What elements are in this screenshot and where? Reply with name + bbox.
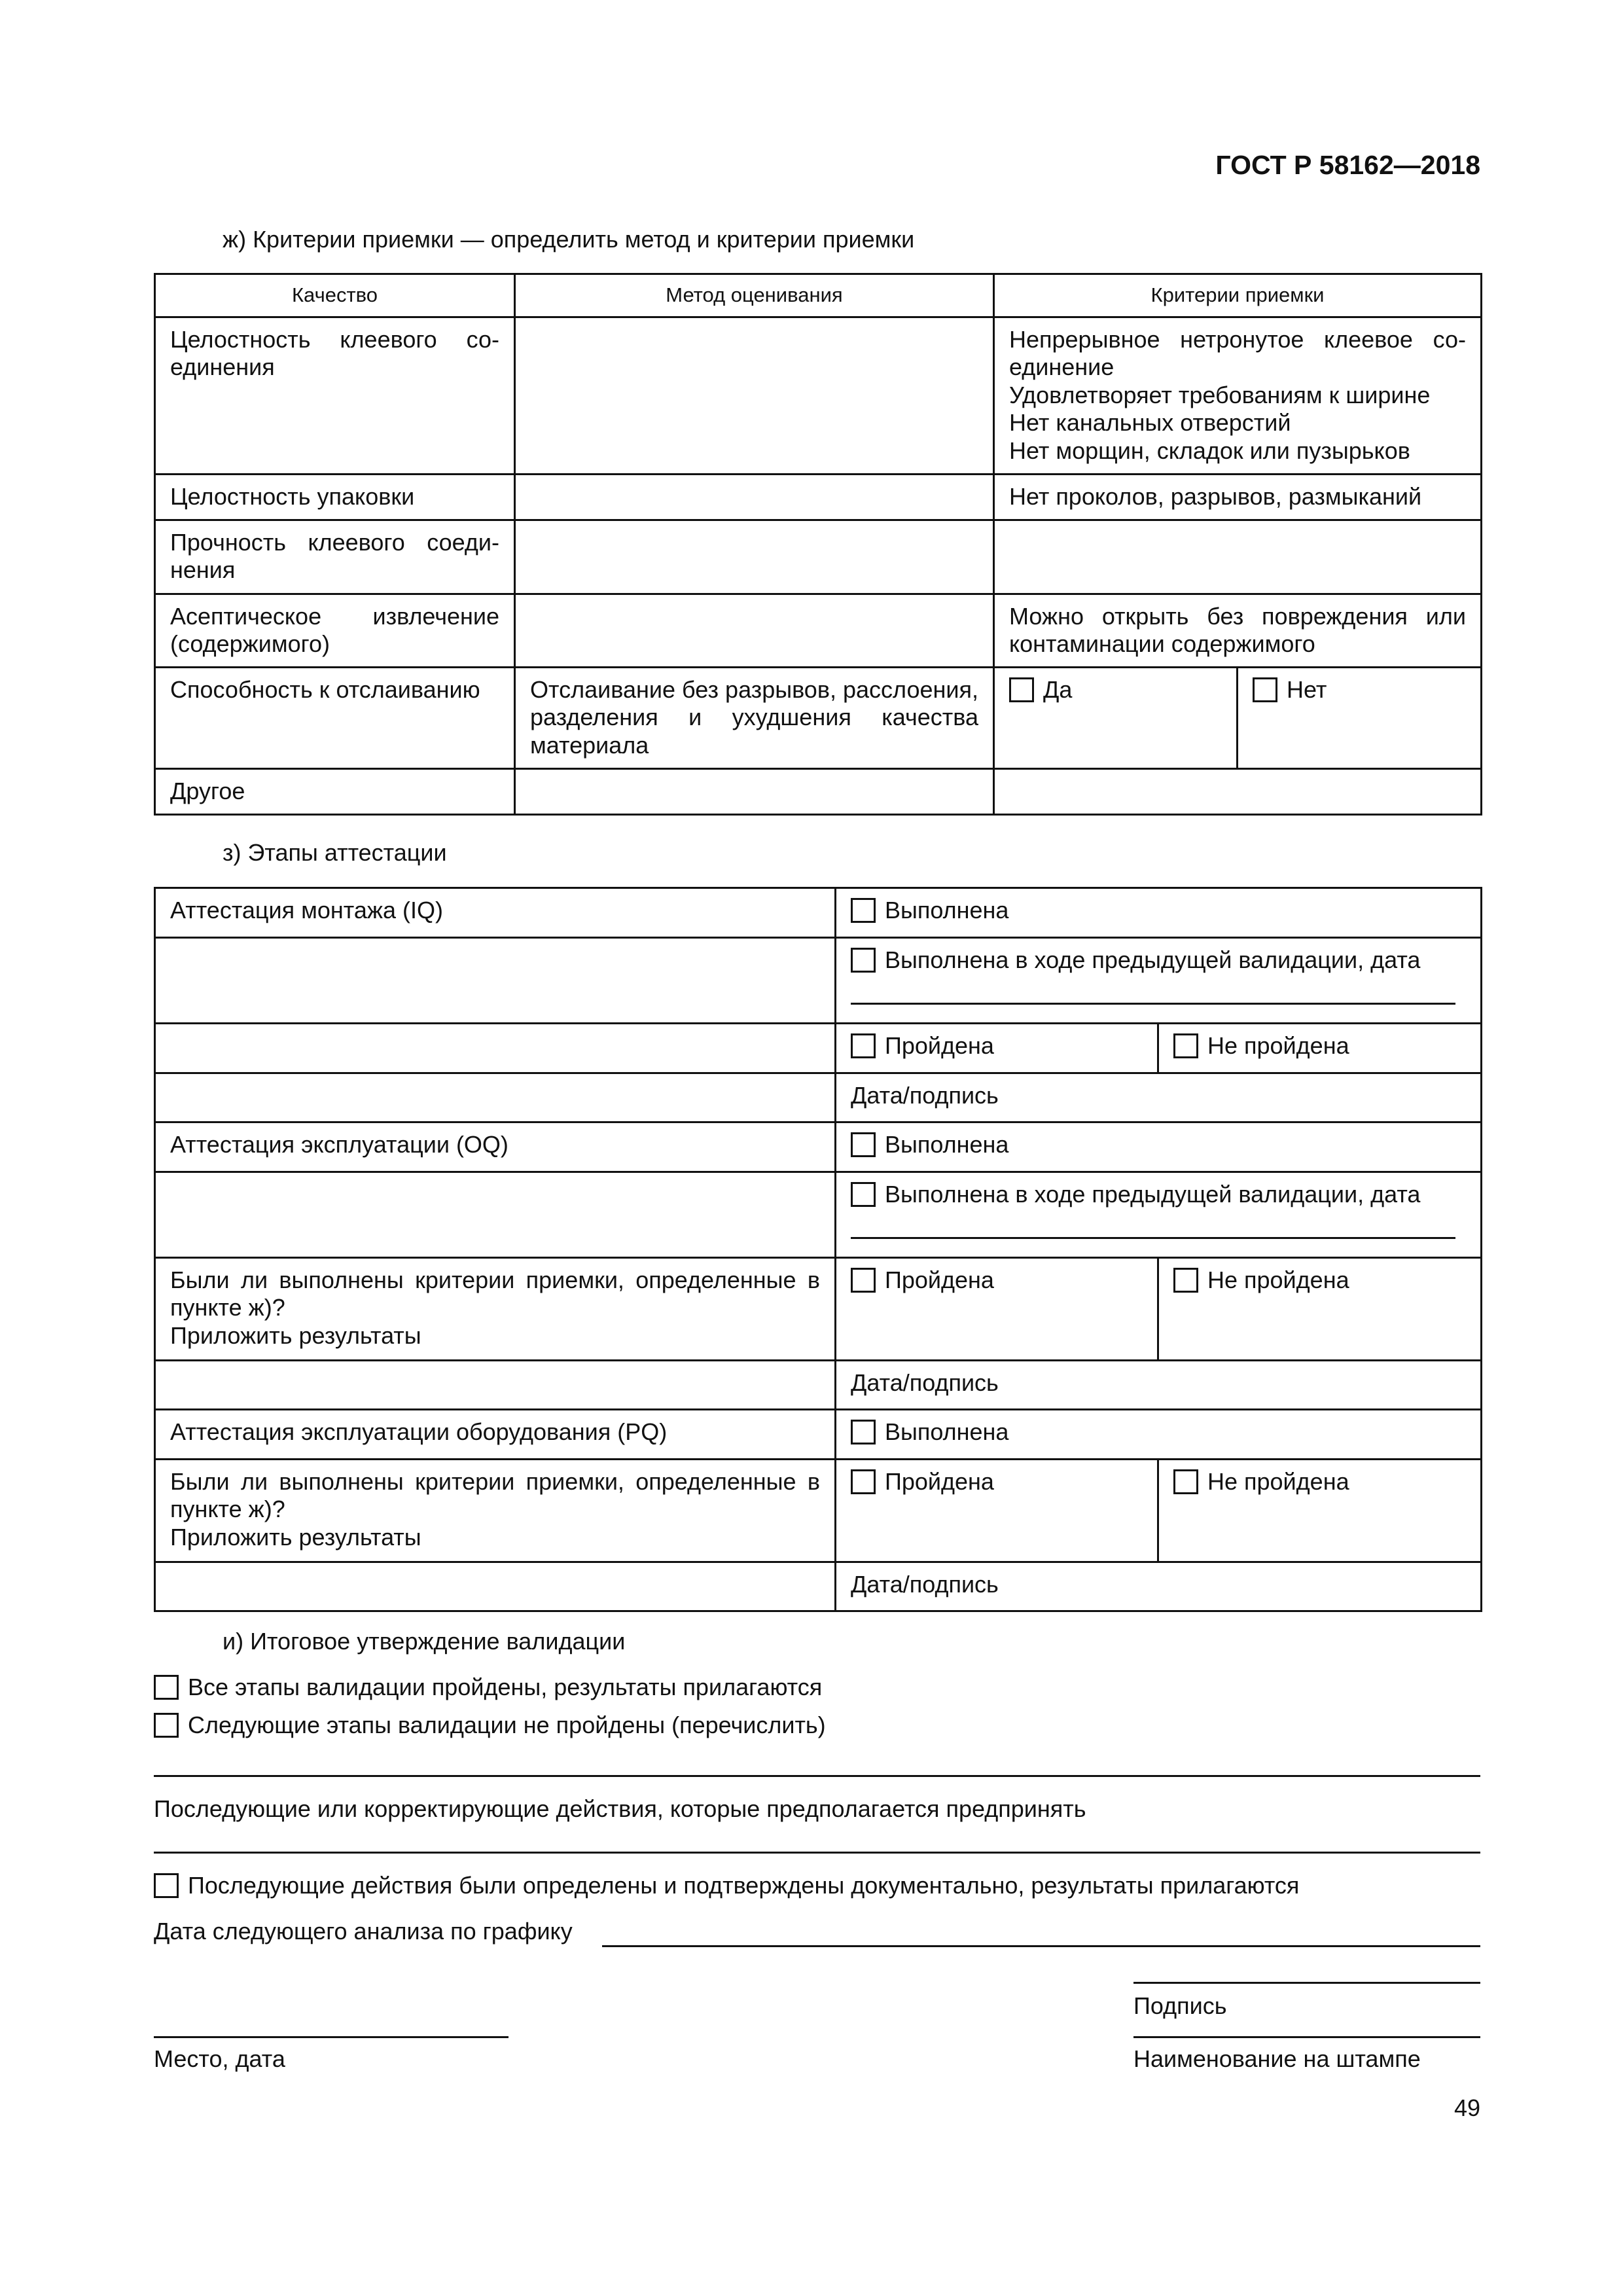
acceptance-criteria-table: [154, 273, 1482, 816]
next-review-label: Дата следующего анализа по графику: [154, 1918, 573, 1945]
table-row: Пройдена Не пройдена: [155, 1024, 1482, 1073]
criteria-cell: Можно открыть без повреждения или контаминации содержимого: [994, 594, 1482, 668]
oq-date-sign: Дата/подпись: [836, 1361, 1482, 1410]
method-cell: [515, 317, 994, 475]
yes-checkbox[interactable]: [1009, 677, 1034, 702]
followup-actions-line[interactable]: [154, 1852, 1480, 1854]
table-row: Были ли выполнены критерии приемки, определенные в пункте ж)? Приложить результаты Пройдена Не пройдена: [155, 1258, 1482, 1361]
method-cell: [515, 594, 994, 668]
section-zh-title: ж) Критерии приемки — определить метод и критерии приемки: [223, 226, 915, 253]
col-method: Метод оценивания: [515, 274, 994, 317]
table-row: [155, 594, 1482, 668]
method-cell: [515, 769, 994, 815]
criteria-cell: [994, 769, 1482, 815]
next-review-line[interactable]: [602, 1945, 1480, 1947]
actions-documented-option[interactable]: Последующие действия были определены и подтверждены документально, результаты прилагаются: [154, 1872, 1299, 1899]
qualification-stages-table: [154, 887, 1482, 1612]
quality-cell: Способность к отслаиванию: [155, 668, 515, 769]
place-date-label: Место, дата: [154, 2045, 285, 2072]
not-passed-list-line[interactable]: [154, 1775, 1480, 1777]
all-passed-checkbox[interactable]: [154, 1675, 179, 1700]
iq-done-previous-checkbox[interactable]: [851, 948, 876, 973]
section-z-title: з) Этапы аттестации: [223, 839, 447, 866]
iq-date-sign: Дата/подпись: [836, 1073, 1482, 1122]
pq-label: Аттестация эксплуатации оборудования (PQ): [155, 1410, 836, 1460]
oq-done-previous-checkbox[interactable]: [851, 1182, 876, 1207]
oq-label: Аттестация эксплуатации (OQ): [155, 1122, 836, 1172]
page-number: 49: [1454, 2094, 1480, 2121]
iq-label: Аттестация монтажа (IQ): [155, 888, 836, 938]
col-criteria: Критерии приемки: [994, 274, 1482, 317]
section-i-title: и) Итоговое утверждение валидации: [223, 1628, 626, 1655]
table-row: Аттестация монтажа (IQ) Выполнена: [155, 888, 1482, 938]
table-row: Аттестация эксплуатации оборудования (PQ) Выполнена: [155, 1410, 1482, 1460]
criteria-cell: Непрерывное нетронутое клеевое соединение Удовлетворяет требованиям к ширине Нет канальных отверстий Нет морщин, складок или пузырьков: [994, 317, 1482, 475]
oq-passed-checkbox[interactable]: [851, 1268, 876, 1293]
followup-actions-label: Последующие или корректирующие действия, которые предполагается предпринять: [154, 1795, 1086, 1822]
stamp-name-label: Наименование на штампе: [1133, 2045, 1421, 2072]
table-row: Выполнена в ходе предыдущей валидации, дата: [155, 938, 1482, 1024]
criteria-cell: Нет проколов, разрывов, размыканий: [994, 475, 1482, 520]
table-row: Были ли выполнены критерии приемки, определенные в пункте ж)? Приложить результаты Пройдена Не пройдена: [155, 1460, 1482, 1562]
col-quality: Качество: [155, 274, 515, 317]
pq-done-checkbox[interactable]: [851, 1420, 876, 1444]
table-row: [155, 769, 1482, 815]
method-cell: [515, 520, 994, 594]
oq-date-line[interactable]: [851, 1237, 1455, 1239]
iq-passed-checkbox[interactable]: [851, 1033, 876, 1058]
stamp-name-line[interactable]: [1133, 2036, 1480, 2038]
oq-criteria-question: Были ли выполнены критерии приемки, определенные в пункте ж)?: [170, 1266, 820, 1321]
no-checkbox[interactable]: [1253, 677, 1277, 702]
not-passed-checkbox[interactable]: [154, 1713, 179, 1738]
quality-cell: Целостность упаковки: [155, 475, 515, 520]
oq-failed-checkbox[interactable]: [1173, 1268, 1198, 1293]
iq-date-line[interactable]: [851, 1003, 1455, 1005]
pq-date-sign: Дата/подпись: [836, 1562, 1482, 1611]
quality-cell: Целостность клеевого соединения: [155, 317, 515, 475]
table-row: [155, 317, 1482, 475]
place-date-line[interactable]: [154, 2036, 508, 2038]
table-row: [155, 1073, 1482, 1122]
table-row: [155, 475, 1482, 520]
pq-failed-checkbox[interactable]: [1173, 1469, 1198, 1494]
table-row: Аттестация эксплуатации (OQ) Выполнена: [155, 1122, 1482, 1172]
criteria-cell: [994, 520, 1482, 594]
quality-cell: Другое: [155, 769, 515, 815]
standard-number: ГОСТ Р 58162—2018: [1215, 150, 1480, 180]
table-row: [155, 520, 1482, 594]
method-cell: [515, 475, 994, 520]
table-row: [155, 668, 1482, 769]
iq-done-checkbox[interactable]: [851, 898, 876, 923]
pq-criteria-question: Были ли выполнены критерии приемки, определенные в пункте ж)?: [170, 1468, 820, 1523]
quality-cell: Прочность клеевого соединения: [155, 520, 515, 594]
actions-documented-checkbox[interactable]: [154, 1873, 179, 1898]
method-cell: Отслаивание без разрывов, расслоения, разделения и ухудшения качества материала: [515, 668, 994, 769]
signature-label: Подпись: [1133, 1992, 1227, 2019]
no-cell[interactable]: Нет: [1238, 668, 1482, 769]
yes-cell[interactable]: Да: [994, 668, 1238, 769]
signature-line[interactable]: [1133, 1982, 1480, 1984]
not-passed-option[interactable]: Следующие этапы валидации не пройдены (перечислить): [154, 1712, 826, 1739]
oq-attach-results: Приложить результаты: [170, 1321, 421, 1349]
table-row: [155, 1361, 1482, 1410]
pq-attach-results: Приложить результаты: [170, 1523, 421, 1551]
quality-cell: Асептическое извлечение (содержимого): [155, 594, 515, 668]
all-passed-option[interactable]: Все этапы валидации пройдены, результаты прилагаются: [154, 1674, 822, 1701]
table-row: Выполнена в ходе предыдущей валидации, дата: [155, 1172, 1482, 1258]
pq-passed-checkbox[interactable]: [851, 1469, 876, 1494]
table-row: [155, 1562, 1482, 1611]
iq-failed-checkbox[interactable]: [1173, 1033, 1198, 1058]
oq-done-checkbox[interactable]: [851, 1132, 876, 1157]
